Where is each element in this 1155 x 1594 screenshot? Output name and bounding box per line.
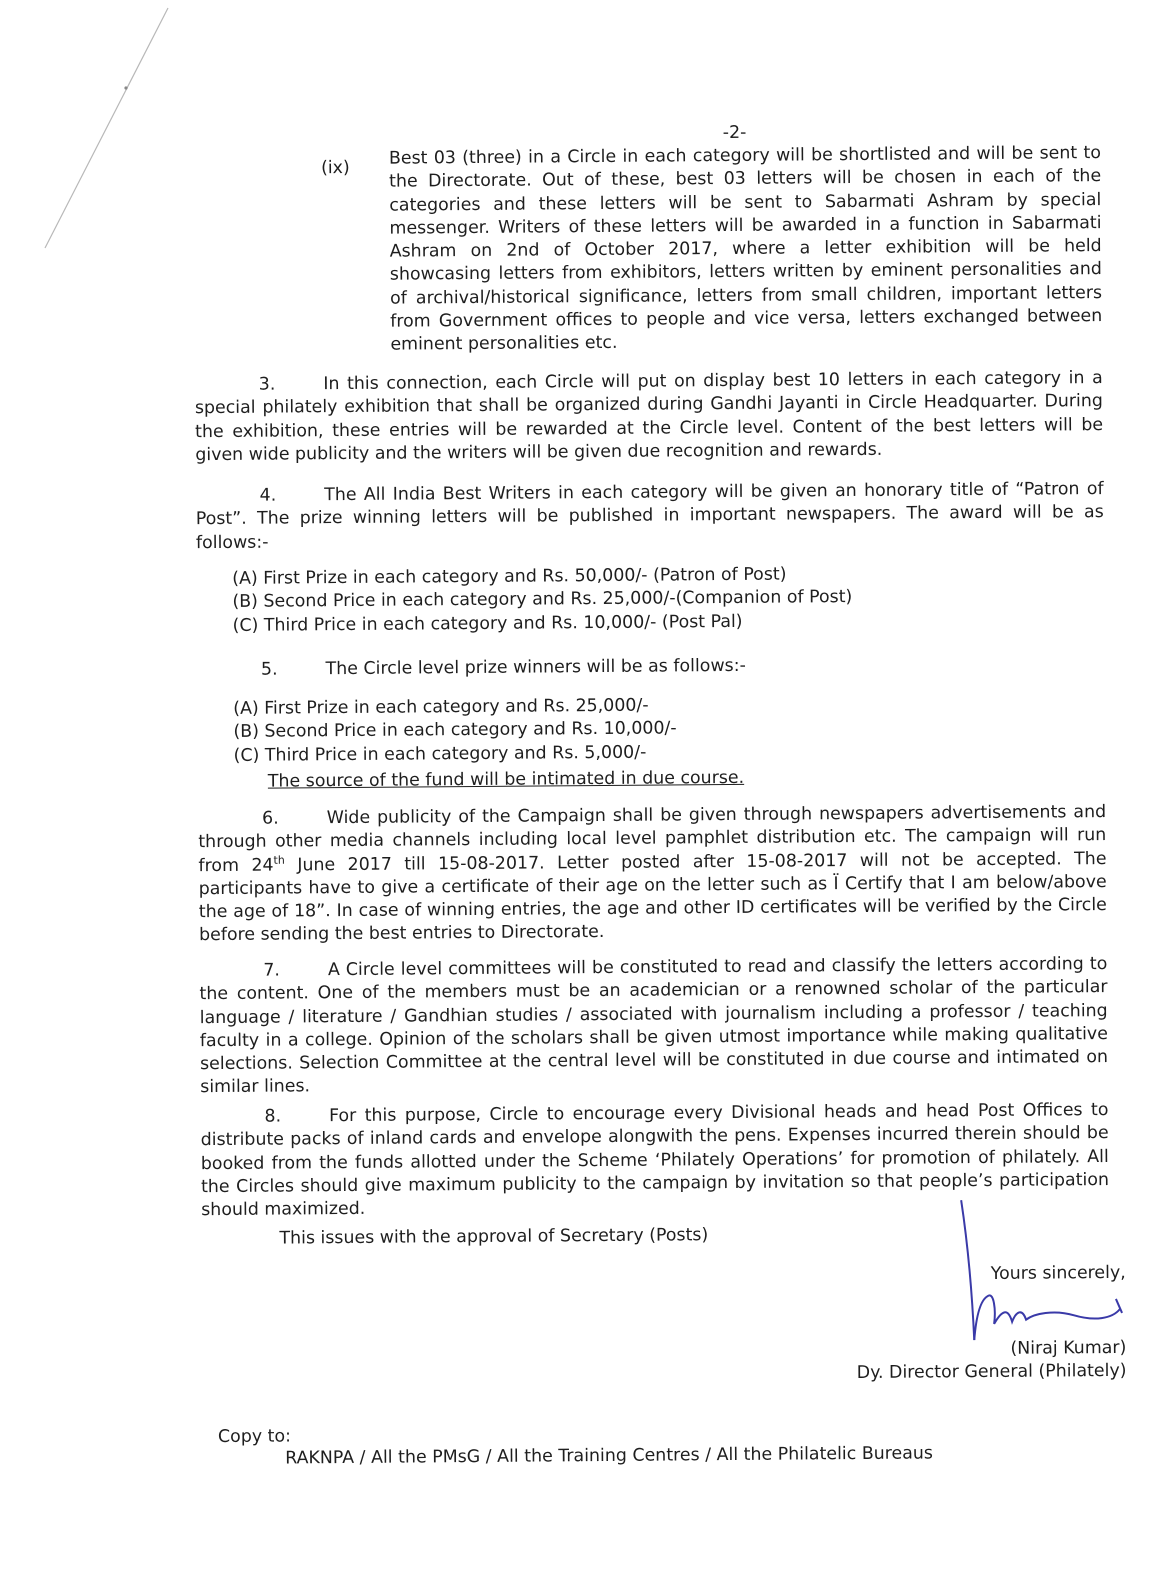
- list-item: (A) First Prize in each category and Rs. 25,000/-: [233, 695, 649, 719]
- list-item: (B) Second Price in each category and Rs. 25,000/-(Companion of Post): [232, 587, 853, 613]
- item-ix-text: Best 03 (three) in a Circle in each category will be shortlisted and will be sent to the Directorate. Out of these, best 03 letters will be chosen in each of the categories and these letters will be sent to Sabarmati Ashram by special messenger. Writers of these letters will be awarded in a function in Sabarmati Ashram on 2nd of October 2017, where a letter exhibition will be held showcasing letters from exhibitors, letters written by eminent personalities and of archival/historical significance, letters from small children, important letters from Government offices to people and vice versa, letters exchanged between eminent personalities etc.: [388, 143, 1103, 356]
- page-number: -2-: [722, 122, 747, 144]
- signatory-name: (Niraj Kumar): [1010, 1337, 1127, 1359]
- paragraph-text: The All India Best Writers in each category will be given an honorary title of “Patron of Post”. The prize winning letters will be published in important newspapers. The award will be as follows:-: [195, 479, 1104, 553]
- paragraph-text: A Circle level committees will be constituted to read and classify the letters according to the content. One of the members must be an academician or a renowned scholar of the particular language / literature / Gandhian studies / associated with journalism including a professor / teaching faculty in a college. Opinion of the scholars shall be given utmost importance while making qualitative selections. Selection Committee at the central level will be constituted in due course and intimated on similar lines.: [199, 954, 1109, 1098]
- signature-mark: [943, 1191, 1134, 1362]
- list-item: (C) Third Price in each category and Rs. 5,000/-: [233, 742, 647, 766]
- paragraph-3: [195, 367, 1104, 467]
- salutation: Yours sincerely,: [990, 1262, 1126, 1284]
- paragraph-number: 6.: [262, 808, 279, 829]
- fund-source-note: The source of the fund will be intimated in due course.: [267, 767, 745, 792]
- list-item: (B) Second Price in each category and Rs. 10,000/-: [233, 718, 677, 743]
- list-item: (A) First Prize in each category and Rs. 50,000/- (Patron of Post): [232, 564, 787, 589]
- paragraph-number: 7.: [263, 960, 281, 981]
- paragraph-text: For this purpose, Circle to encourage every Divisional heads and head Post Offices to distribute packs of inland cards and envelope alongwith the pens. Expenses incurred therein should be booked from the funds allotted under the Scheme ‘Philately Operations’ for promotion of philately. All the Circles should give maximum publicity to the campaign by invitation so that people’s participation should maximized.: [200, 1100, 1110, 1221]
- circle-prize-list: [233, 694, 677, 767]
- approval-line: This issues with the approval of Secretary (Posts): [279, 1225, 709, 1249]
- copy-to-recipients: RAKNPA / All the PMsG / All the Training Centres / All the Philatelic Bureaus: [285, 1443, 934, 1469]
- paragraph-number: 3.: [258, 374, 276, 395]
- paragraph-number: 8.: [264, 1106, 282, 1127]
- signatory-designation: Dy. Director General (Philately): [856, 1360, 1127, 1384]
- all-india-prize-list: [232, 563, 852, 638]
- paragraph-text: The Circle level prize winners will be as follows:-: [325, 655, 746, 680]
- paragraph-text-continued: June 2017 till 15-08-2017. Letter posted after 15-08-2017 will not be accepted. The participants have to give a certificate of their age on the letter such as Ï Certify that I am below/above the age of 18”. In case of winning entries, the age and other ID certificates will be verified by the Circle before sending the best entries to Directorate.: [198, 848, 1107, 946]
- paragraph-5: [197, 652, 1105, 682]
- paragraph-6: [198, 801, 1107, 948]
- ordinal-suffix: th: [273, 853, 285, 867]
- paragraph-number: 4.: [259, 485, 277, 506]
- copy-to-label: Copy to:: [217, 1426, 292, 1448]
- paragraph-number: 5.: [260, 659, 278, 680]
- item-ix-label: (ix): [320, 157, 350, 179]
- paragraph-text: Wide publicity of the Campaign shall be given through newspapers advertisements and through other media channels including local level pamphlet distribution etc. The campaign will run from 24: [198, 802, 1107, 876]
- paragraph-4: [196, 478, 1105, 555]
- paragraph-7: [199, 953, 1108, 1100]
- list-item: (C) Third Price in each category and Rs. 10,000/- (Post Pal): [232, 611, 743, 636]
- paragraph-text: In this connection, each Circle will put on display best 10 letters in each category in a special philately exhibition that shall be organized during Gandhi Jayanti in Circle Headquarter. During the exhibition, these entries will be rewarded at the Circle level. Content of the best letters will be given wide publicity and the writers will be given due recognition and rewards.: [194, 368, 1104, 466]
